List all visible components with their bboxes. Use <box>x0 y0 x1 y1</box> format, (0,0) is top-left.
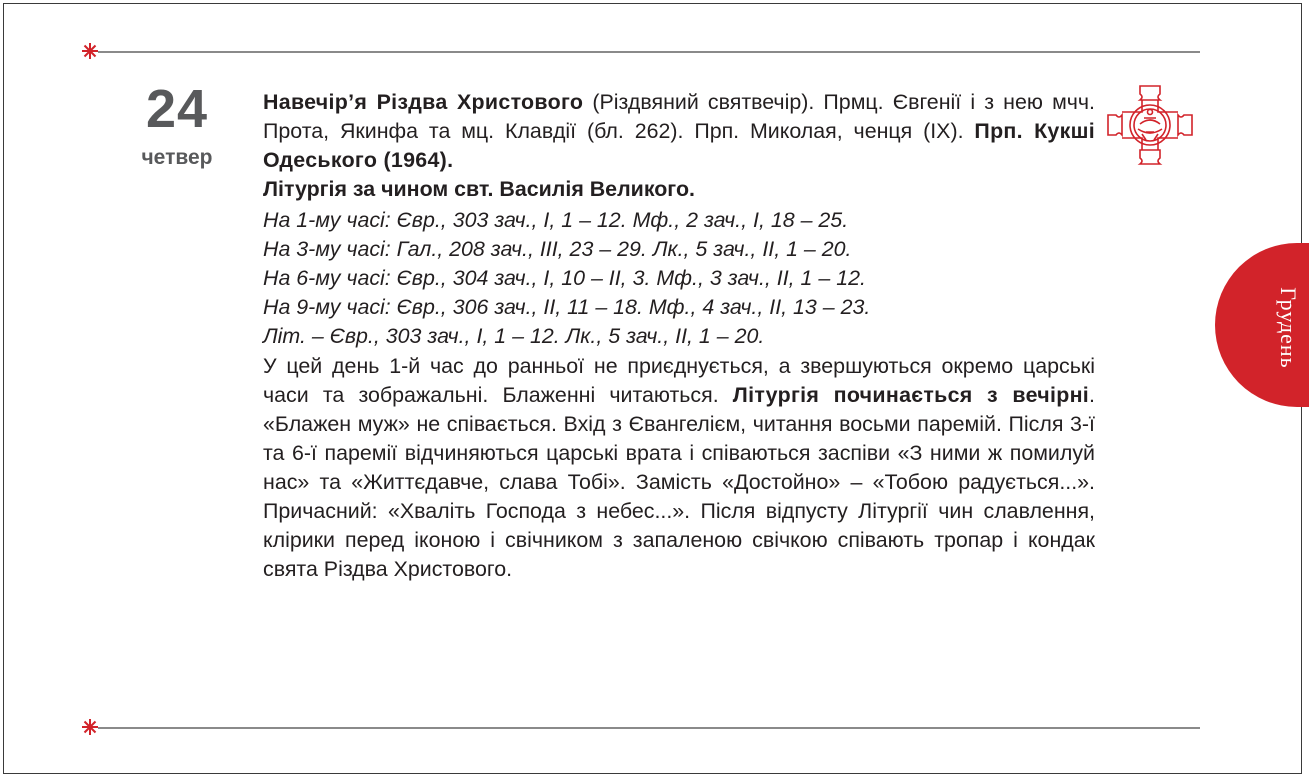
reading-item: На 6-му часі: Євр., 304 зач., І, 10 – ІІ, 3. Мф., 3 зач., ІІ, 1 – 12. <box>263 266 866 290</box>
top-divider <box>98 51 1200 53</box>
cross-ornament-icon <box>81 718 99 736</box>
reading-item: На 9-му часі: Євр., 306 зач., ІІ, 11 – 18. Мф., 4 зач., ІІ, 13 – 23. <box>263 295 871 319</box>
instructions-part-2: . «Блажен муж» не співається. Вхід з Євангелієм, читання восьми паремій. Після 3-ї та 6-ї паремії відчиняються царські врата і співаються заспіви «З ними ж помилуй нас» та «Життєдавче, слава Тобі». Замість «Достойно» – «Тобою радується...». Причасний: «Хваліть Господа з небес...». Після відпусту Літургії чин славлення, клірики перед іконою і свічником з запаленою свічкою співають тропар і кондак свята Різдва Христового. <box>263 383 1095 581</box>
saint-commemoration: Прп. Кукші Одеського (1964). <box>263 119 1095 172</box>
month-tab-label: Грудень <box>1276 287 1301 369</box>
reading-item: Літ. – Євр., 303 зач., І, 1 – 12. Лк., 5 зач., ІІ, 1 – 20. <box>263 324 765 348</box>
liturgy-title: Літургія за чином свт. Василія Великого. <box>263 177 695 201</box>
bottom-divider <box>98 727 1200 729</box>
cross-ornament-icon <box>81 42 99 60</box>
instructions-part-1: У цей день 1-й час до ранньої не приєднується, а звершуються окремо царські часи та зображальні. Блаженні читаються. <box>263 354 1095 407</box>
readings-list <box>263 206 1095 351</box>
feast-title: Навечір’я Різдва Христового <box>263 90 584 114</box>
reading-item: На 3-му часі: Гал., 208 зач., ІІІ, 23 – 29. Лк., 5 зач., ІІ, 1 – 20. <box>263 237 852 261</box>
instructions-bold: Літургія починається з вечірні <box>732 383 1090 407</box>
date-number: 24 <box>145 79 209 139</box>
date-weekday: четвер <box>141 146 213 169</box>
festive-cross-emblem-icon <box>1102 82 1198 168</box>
reading-item: На 1-му часі: Євр., 303 зач., І, 1 – 12. Мф., 2 зач., І, 18 – 25. <box>263 208 849 232</box>
feast-header <box>263 88 1095 175</box>
service-instructions <box>263 352 1095 584</box>
feast-commemorations: (Різдвяний святвечір). Прмц. Євгенії і з нею мчч. Прота, Якинфа та мц. Клавдії (бл. 262). Прп. Миколая, ченця (IX). <box>263 90 1096 143</box>
entry-content <box>263 88 1095 584</box>
